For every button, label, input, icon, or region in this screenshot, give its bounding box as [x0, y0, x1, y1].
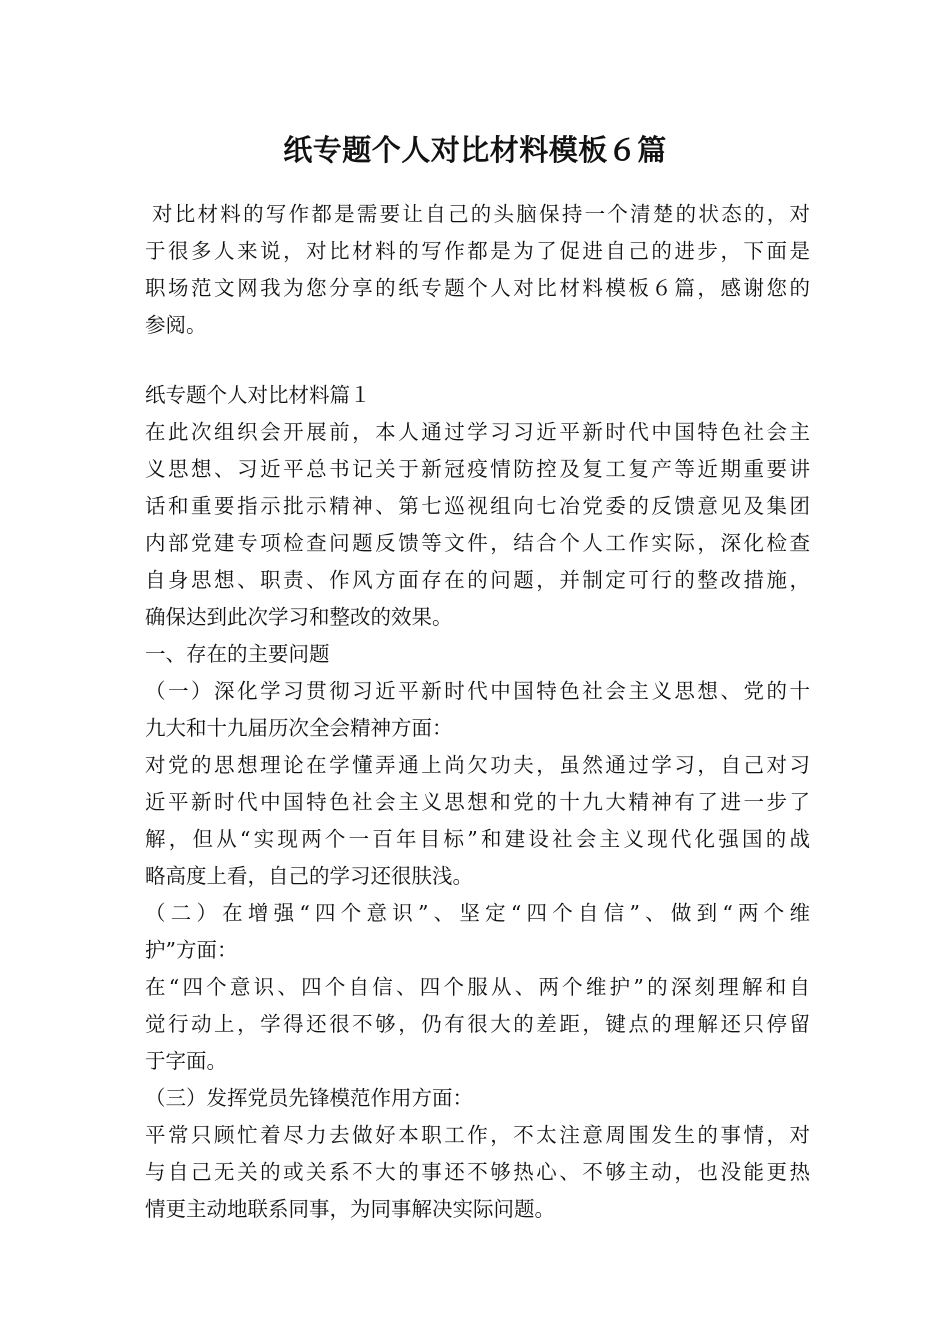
body-line: 略高度上看，自己的学习还很肤浅。: [145, 864, 473, 888]
subsection-heading: 一、存在的主要问题: [145, 642, 330, 666]
body-line: 对党的思想理论在学懂弄通上尚欠功夫，虽然通过学习，自己对习: [145, 753, 810, 777]
intro-line-3: 职场范文网我为您分享的纸专题个人对比材料模板６篇，感谢您的: [145, 276, 810, 300]
item-heading: （二）在增强“四个意识”、坚定“四个自信”、做到“两个维: [145, 901, 810, 925]
intro-line-4: 参阅。: [145, 313, 207, 337]
body-line: 与自己无关的或关系不大的事还不够热心、不够主动，也没能更热: [145, 1160, 810, 1184]
body-line: 觉行动上，学得还很不够，仍有很大的差距，键点的理解还只停留: [145, 1012, 810, 1036]
body-line: 内部党建专项检查问题反馈等文件，结合个人工作实际，深化检查: [145, 531, 810, 555]
body-line: 自身思想、职责、作风方面存在的问题，并制定可行的整改措施，: [145, 568, 810, 592]
body-line: 解，但从“实现两个一百年目标”和建设社会主义现代化强国的战: [145, 827, 810, 851]
body-line: 于字面。: [145, 1049, 227, 1073]
intro-line-1: 对比材料的写作都是需要让自己的头脑保持一个清楚的状态的，对: [152, 202, 810, 226]
body-line: 话和重要指示批示精神、第七巡视组向七冶党委的反馈意见及集团: [145, 494, 810, 518]
body-line: 义思想、习近平总书记关于新冠疫情防控及复工复产等近期重要讲: [145, 457, 810, 481]
body-line: 在“四个意识、四个自信、四个服从、两个维护”的深刻理解和自: [145, 975, 810, 999]
body-line: 在此次组织会开展前，本人通过学习习近平新时代中国特色社会主: [145, 420, 810, 444]
body-line: 近平新时代中国特色社会主义思想和党的十九大精神有了进一步了: [145, 790, 810, 814]
section-heading: 纸专题个人对比材料篇１: [145, 383, 371, 407]
body-line: 情更主动地联系同事，为同事解决实际问题。: [145, 1197, 555, 1221]
body-line: 确保达到此次学习和整改的效果。: [145, 605, 453, 629]
item-heading: （三）发挥党员先锋模范作用方面：: [145, 1086, 473, 1110]
item-heading: （一）深化学习贯彻习近平新时代中国特色社会主义思想、党的十: [145, 679, 810, 703]
item-heading: 护”方面：: [145, 938, 238, 962]
item-heading: 九大和十九届历次全会精神方面：: [145, 716, 453, 740]
intro-line-2: 于很多人来说，对比材料的写作都是为了促进自己的进步，下面是: [145, 239, 810, 263]
document-title: 纸专题个人对比材料模板６篇: [283, 133, 667, 167]
body-line: 平常只顾忙着尽力去做好本职工作，不太注意周围发生的事情，对: [145, 1123, 810, 1147]
